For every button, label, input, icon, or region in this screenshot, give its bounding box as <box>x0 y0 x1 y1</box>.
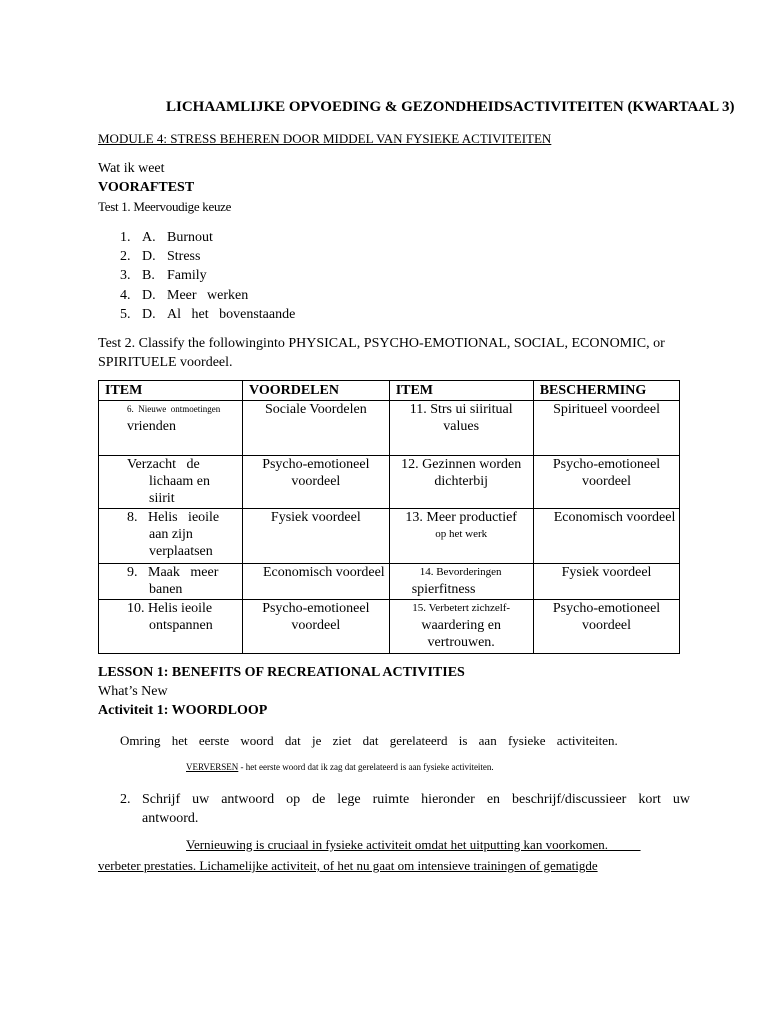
header-item: ITEM <box>389 381 533 401</box>
answer-line-2: verbeter prestaties. Lichamelijke activiteit, of het nu gaat om intensieve trainingen of gematigde <box>98 858 598 873</box>
test2-instructions: Test 2. Classify the followinginto PHYSICAL, PSYCHO-EMOTIONAL, SOCIAL, ECONOMIC, or SPIRITUELE voordeel. <box>98 336 665 370</box>
table-cell: 10. Helis ieoile ontspannen <box>99 600 243 654</box>
table-cell: 13. Meer productief op het werk <box>389 509 533 564</box>
list-item: 3. B. Family <box>120 268 207 284</box>
table-cell: 6. Nieuwe ontmoetingen vrienden <box>99 401 243 456</box>
table-row <box>99 401 680 456</box>
answer-word: VERVERSEN <box>186 762 239 772</box>
table-cell: Economisch voordeel <box>243 564 390 600</box>
table-row <box>99 564 680 600</box>
multiple-choice-list <box>120 228 295 324</box>
activity-heading: Activiteit 1: WOORDLOOP <box>98 703 268 718</box>
table-cell: 12. Gezinnen worden dichterbij <box>389 456 533 509</box>
answer-line-1: Vernieuwing is cruciaal in fysieke activiteit omdat het uitputting kan voorkomen. <box>186 837 641 852</box>
table-cell: 14. Bevorderingen spierfitness <box>389 564 533 600</box>
answer-note: VERVERSEN - het eerste woord dat ik zag dat gerelateerd is aan fysieke activiteiten. <box>186 762 494 772</box>
question-2: 2. Schrijf uw antwoord op de lege ruimte hieronder en beschrijf/discussieer kort uw antwoord. <box>120 792 690 826</box>
table-cell: Psycho-emotioneel voordeel <box>243 600 390 654</box>
table-cell: 15. Verbetert zichzelf- waardering en vertrouwen. <box>389 600 533 654</box>
table-cell: Fysiek voordeel <box>243 509 390 564</box>
document-title: LICHAAMLIJKE OPVOEDING & GEZONDHEIDSACTIVITEITEN (KWARTAAL 3) <box>166 99 735 115</box>
header-voordelen: VOORDELEN <box>243 381 390 401</box>
test1-heading: Test 1. Meervoudige keuze <box>98 199 232 214</box>
list-item: 4. D. Meer werken <box>120 287 249 303</box>
lesson-heading: LESSON 1: BENEFITS OF RECREATIONAL ACTIVITIES <box>98 665 465 680</box>
table-cell: 11. Strs ui siiritual values <box>389 401 533 456</box>
table-row <box>99 456 680 509</box>
table-cell: Economisch voordeel <box>533 509 680 564</box>
table-cell: Psycho-emotioneel voordeel <box>533 456 680 509</box>
list-item: 2. D. Stress <box>120 249 201 265</box>
what-i-know-heading: Wat ik weet <box>98 161 165 176</box>
table-cell: Fysiek voordeel <box>533 564 680 600</box>
table-row <box>99 600 680 654</box>
table-cell: 9. Maak meer banen <box>99 564 243 600</box>
table-cell: Psycho-emotioneel voordeel <box>533 600 680 654</box>
module-heading: MODULE 4: STRESS BEHEREN DOOR MIDDEL VAN FYSIEKE ACTIVITEITEN <box>98 131 552 146</box>
table-row <box>99 509 680 564</box>
classification-table <box>98 380 680 654</box>
header-bescherming: BESCHERMING <box>533 381 680 401</box>
list-item: 1. A. Burnout <box>120 230 213 245</box>
table-header-row <box>99 381 680 401</box>
pretest-heading: VOORAFTEST <box>98 180 195 195</box>
header-item: ITEM <box>99 381 243 401</box>
table-cell: 8. Helis ieoile aan zijn verplaatsen <box>99 509 243 564</box>
table-cell: Verzacht de lichaam en siirit <box>99 456 243 509</box>
whats-new-heading: What’s New <box>98 684 168 699</box>
table-cell: Spiritueel voordeel <box>533 401 680 456</box>
list-item: 5. D. Al het bovenstaande <box>120 306 296 322</box>
table-cell: Psycho-emotioneel voordeel <box>243 456 390 509</box>
instruction-text: Omring het eerste woord dat je ziet dat gerelateerd is aan fysieke activiteiten. <box>120 733 618 748</box>
table-cell: Sociale Voordelen <box>243 401 390 456</box>
